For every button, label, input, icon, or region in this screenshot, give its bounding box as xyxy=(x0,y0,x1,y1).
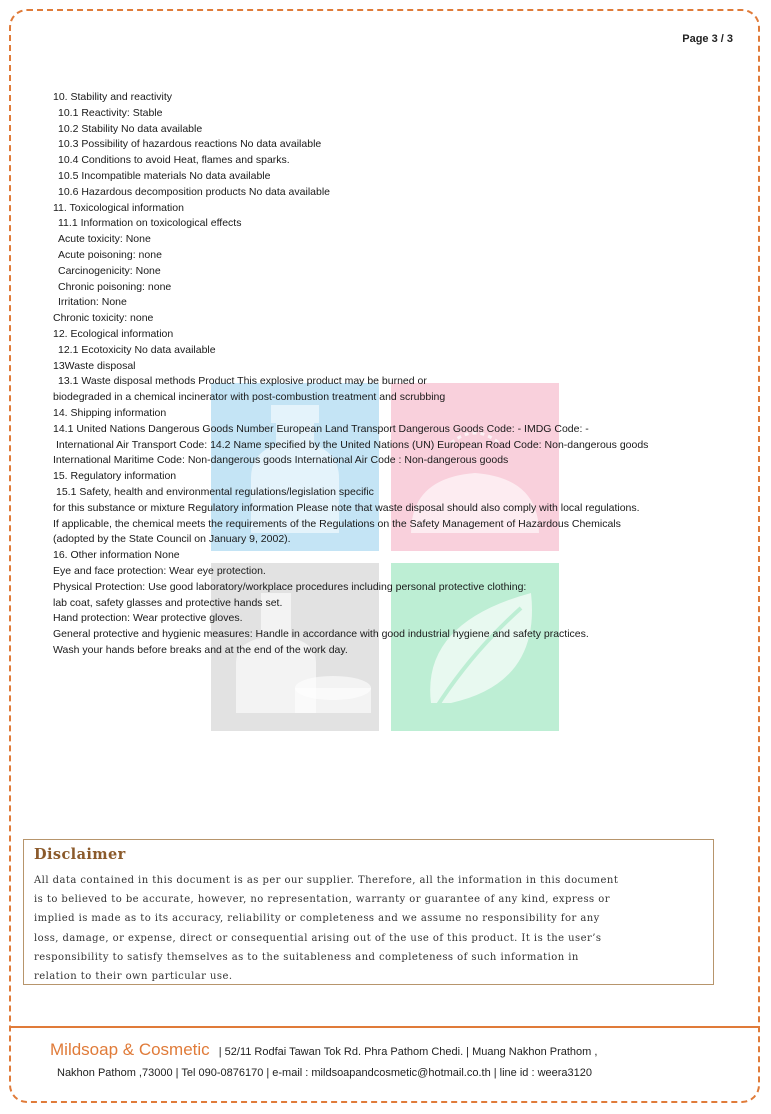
page-number: Page 3 / 3 xyxy=(682,33,733,45)
section-line: Chronic toxicity: none xyxy=(53,312,154,325)
section-line: 10.4 Conditions to avoid Heat, flames and sparks. xyxy=(58,154,290,167)
section-line: Acute poisoning: none xyxy=(58,248,162,261)
section-line: Acute toxicity: None xyxy=(58,233,151,246)
section-line: Eye and face protection: Wear eye protection. xyxy=(53,564,266,577)
disclaimer-line: All data contained in this document is as per our supplier. Therefore, all the information in this document xyxy=(34,875,619,886)
disclaimer-title: Disclaimer xyxy=(34,846,126,863)
section-line: International Air Transport Code: 14.2 Name specified by the United Nations (UN) European Road Code: Non-dangerous goods xyxy=(56,438,649,451)
section-line: If applicable, the chemical meets the requirements of the Regulations on the Safety Management of Hazardous Chemicals xyxy=(53,517,621,530)
section-line: 12.1 Ecotoxicity No data available xyxy=(58,343,216,356)
section-line: 14.1 United Nations Dangerous Goods Number European Land Transport Dangerous Goods Code: - IMDG Code: - xyxy=(53,422,589,435)
section-line: 10.3 Possibility of hazardous reactions No data available xyxy=(58,138,322,151)
document-body xyxy=(53,90,733,659)
section-line: International Maritime Code: Non-dangerous goods International Air Code : Non-dangerous goods xyxy=(53,454,509,467)
section-line: 10.5 Incompatible materials No data available xyxy=(58,169,271,182)
section-line: for this substance or mixture Regulatory information Please note that waste disposal should also comply with local regulations. xyxy=(53,501,640,514)
disclaimer-line: loss, damage, or expense, direct or consequential arising out of the use of this product. It is the user’s xyxy=(34,932,602,944)
disclaimer-line: implied is made as to its accuracy, reliability or completeness and we assume no responsibility for any xyxy=(34,913,600,925)
section-line: 11.1 Information on toxicological effects xyxy=(58,217,242,230)
section-line: 14. Shipping information xyxy=(53,406,167,419)
section-line: 10. Stability and reactivity xyxy=(53,91,173,103)
section-line: 15.1 Safety, health and environmental regulations/legislation specific xyxy=(56,485,374,498)
disclaimer-box xyxy=(23,839,714,985)
section-line: 11. Toxicological information xyxy=(53,201,184,214)
section-line: Wash your hands before breaks and at the end of the work day. xyxy=(53,643,348,656)
section-line: 10.6 Hazardous decomposition products No data available xyxy=(58,185,331,198)
disclaimer-line: relation to their own particular use. xyxy=(34,971,233,983)
section-line: Chronic poisoning: none xyxy=(58,280,172,293)
disclaimer-line: responsibility to satisfy themselves as to the suitableness and completeness of such information in xyxy=(34,951,579,963)
section-line: Irritation: None xyxy=(58,296,127,309)
disclaimer-text xyxy=(34,871,703,986)
section-line: Physical Protection: Use good laboratory/workplace procedures including personal protective clothing: xyxy=(53,580,527,593)
section-line: lab coat, safety glasses and protective hands set. xyxy=(53,596,283,609)
footer-address-line-1: | 52/11 Rodfai Tawan Tok Rd. Phra Pathom Chedi. | Muang Nakhon Prathom , xyxy=(218,1046,598,1058)
section-line: 15. Regulatory information xyxy=(53,470,177,483)
footer-divider xyxy=(10,1026,760,1028)
section-line: 10.1 Reactivity: Stable xyxy=(58,106,163,119)
footer-row-1 xyxy=(50,1040,597,1060)
footer-brand: Mildsoap & Cosmetic xyxy=(50,1040,210,1059)
section-line: (adopted by the State Council on January 9, 2002). xyxy=(53,533,291,546)
section-line: 13Waste disposal xyxy=(53,359,136,372)
section-line: 10.2 Stability No data available xyxy=(58,122,203,135)
section-line: biodegraded in a chemical incinerator with post-combustion treatment and scrubbing xyxy=(53,391,446,404)
disclaimer-line: is to believed to be accurate, however, no representation, warranty or guarantee of any kind, express or xyxy=(34,894,610,906)
section-line: 16. Other information None xyxy=(53,549,180,562)
footer-address-line-2: Nakhon Pathom ,73000 | Tel 090-0876170 | e-mail : mildsoapandcosmetic@hotmail.co.th | line id : weera3120 xyxy=(57,1067,593,1079)
section-line: 13.1 Waste disposal methods Product This explosive product may be burned or xyxy=(58,375,427,388)
section-line: 12. Ecological information xyxy=(53,327,174,340)
section-line: General protective and hygienic measures: Handle in accordance with good industrial hygiene and safety practices. xyxy=(53,628,589,641)
section-line: Hand protection: Wear protective gloves. xyxy=(53,612,243,625)
section-line: Carcinogenicity: None xyxy=(58,264,161,277)
